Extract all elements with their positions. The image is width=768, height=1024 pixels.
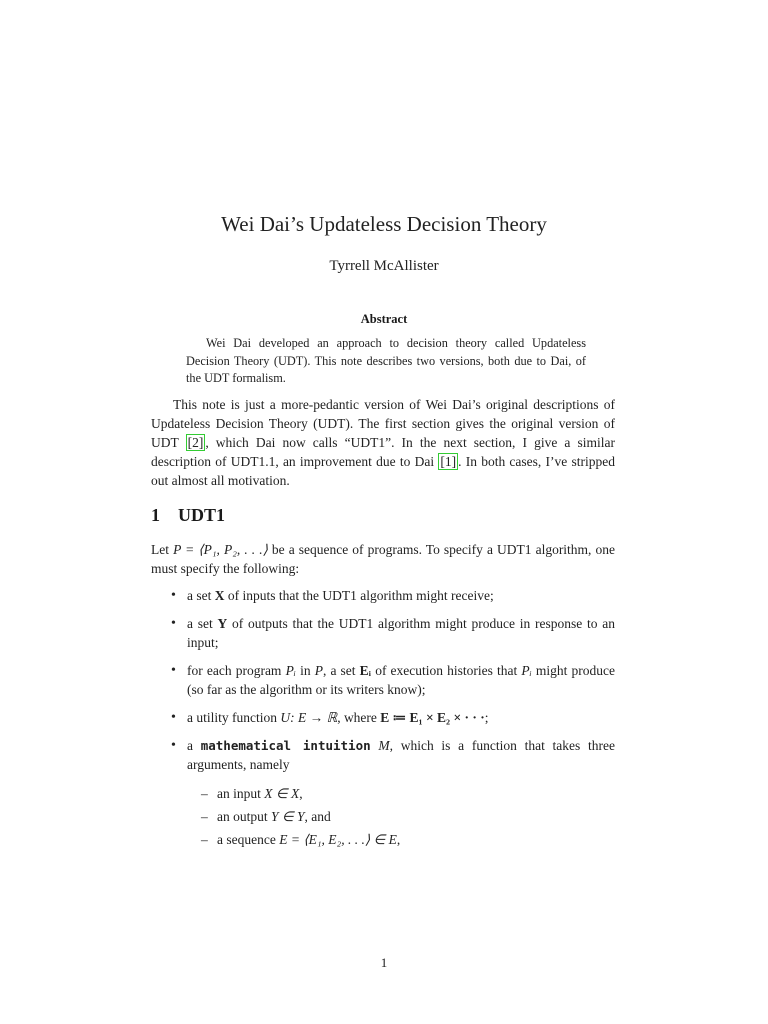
item-text: a set	[187, 588, 215, 603]
intro-text-3: . In both cases, I’ve stripped out almost all motivation.	[151, 454, 615, 488]
lead-text-pre: Let	[151, 542, 174, 557]
sub-item-math: E = ⟨E₁, E₂, . . .⟩ ∈ E	[279, 832, 397, 847]
item-text: of inputs that the UDT1 algorithm might receive;	[224, 588, 494, 603]
sub-item-text: an output	[217, 809, 271, 824]
item-symbol: X	[214, 588, 225, 603]
intro-text-2: , which Dai now calls “UDT1”. In the next section, I give a similar description of UDT1.1, an improvement due to Dai	[151, 435, 615, 469]
sub-item-text: a sequence	[217, 832, 280, 847]
intro-text-1: This note is just a more-pedantic version of Wei Dai’s original descriptions of Updateless Decision Theory (UDT). The first section gives the original version of UDT	[151, 397, 615, 450]
item-math: E ≔ E₁ × E₂ × · · ·	[380, 710, 485, 725]
page-number: 1	[380, 955, 388, 970]
item-text: , where	[337, 710, 381, 725]
sub-item-text: , and	[304, 809, 331, 824]
intro-paragraph	[151, 395, 615, 490]
item-text: ;	[484, 710, 489, 725]
item-text: of outputs that the UDT1 algorithm might produce in response to an input;	[187, 616, 615, 650]
item-math: Pᵢ	[285, 663, 296, 678]
paper-title: Wei Dai’s Updateless Decision Theory	[221, 212, 547, 236]
item-math: P	[314, 663, 323, 678]
item-text: in	[295, 663, 315, 678]
citation-link-2[interactable]: [2]	[187, 435, 204, 450]
lead-text-post: be a sequence of programs. To specify a UDT1 algorithm, one must specify the following:	[151, 542, 615, 576]
sub-list-item	[187, 784, 615, 803]
list-item	[151, 661, 615, 699]
section-title: UDT1	[178, 505, 226, 525]
item-math: U: E → ℝ	[280, 710, 338, 725]
lead-paragraph	[151, 540, 615, 578]
requirements-list	[151, 586, 615, 858]
item-text: a	[187, 738, 201, 753]
item-text: a utility function	[187, 710, 281, 725]
citation-link-1[interactable]: [1]	[440, 454, 457, 469]
section-number: 1	[151, 505, 160, 525]
abstract-text: Wei Dai developed an approach to decision theory called Updateless Decision Theory (UDT). This note describes two versions, both due to Dai, of the UDT formalism.	[186, 336, 586, 385]
item-text: , a set	[322, 663, 360, 678]
item-text: for each program	[187, 663, 286, 678]
item-math: Pᵢ	[521, 663, 532, 678]
item-symbol: Eᵢ	[359, 663, 372, 678]
abstract-heading: Abstract	[360, 312, 408, 326]
sub-item-math: X ∈ X	[264, 786, 300, 801]
list-item	[151, 586, 615, 605]
sub-item-text: an input	[217, 786, 265, 801]
sub-list	[187, 784, 615, 849]
item-math: M	[378, 738, 390, 753]
item-text: , which is a function that takes three arguments, namely	[187, 738, 615, 772]
item-text: a set	[187, 616, 218, 631]
sub-item-text: ,	[396, 832, 401, 847]
sub-item-math: Y ∈ Y	[271, 809, 305, 824]
list-item	[151, 708, 615, 727]
sub-item-text: ,	[299, 786, 303, 801]
item-symbol: Y	[217, 616, 228, 631]
item-text: of execution histories that	[371, 663, 522, 678]
sub-list-item	[187, 807, 615, 826]
lead-math: P = ⟨P₁, P₂, . . .⟩	[173, 542, 268, 557]
sub-list-item	[187, 830, 615, 849]
paper-author: Tyrrell McAllister	[329, 258, 439, 274]
item-term: mathematical intuition	[200, 738, 371, 753]
list-item	[151, 614, 615, 652]
list-item	[151, 736, 615, 849]
section-heading	[151, 505, 225, 526]
item-text: might produce (so far as the algorithm or its writers know);	[187, 663, 615, 697]
